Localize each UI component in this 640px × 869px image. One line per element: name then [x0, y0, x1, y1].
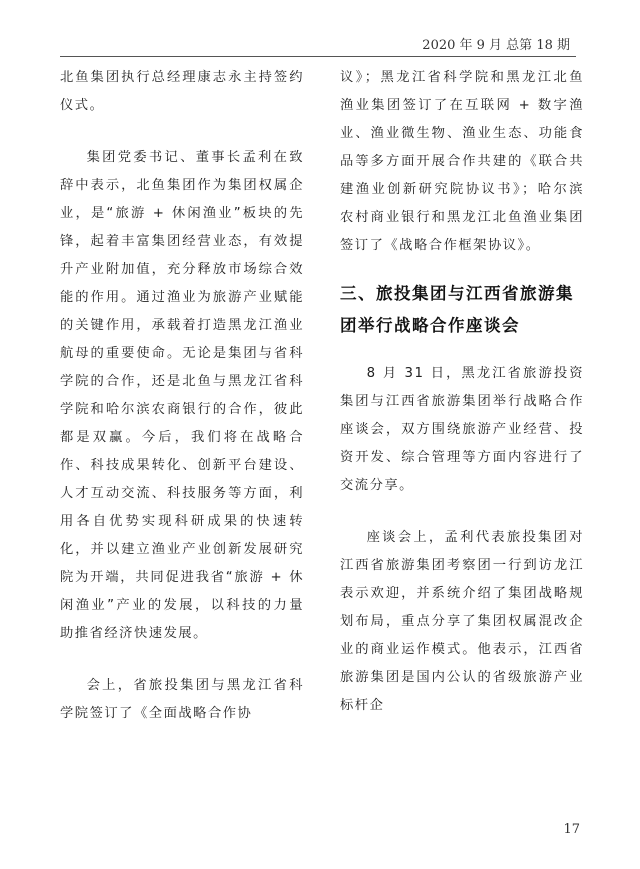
paragraph-welcome: 座谈会上，孟利代表旅投集团对江西省旅游集团考察团一行到访龙江表示欢迎，并系统介绍了集团战略规划布局，重点分享了集团权属混改企业的商业运作模式。他表示，江西省旅游集团是国内公认的省级旅游产业标杆企	[340, 530, 584, 713]
paragraph-speech: 集团党委书记、董事长孟利在致辞中表示，北鱼集团作为集团权属企业，是“旅游 + 休闲渔业”板块的先锋，起着丰富集团经营业态，有效提升产业附加值，充分释放市场综合效能的作用。通过渔业为旅游产业赋能的关键作用，承载着打造黑龙江渔业航母的重要使命。无论是集团与省科学院的合作，还是北鱼与黑龙江省科学院和哈尔滨农商银行的合作，彼此都是双赢。今后，我们将在战略合作、科技成果转化、创新平台建设、人才互动交流、科技服务等方面，利用各自优势实现科研成果的快速转化，并以建立渔业产业创新发展研究院为开端，共同促进我省“旅游 + 休闲渔业”产业的发展，以科技的力量助推省经济快速发展。	[60, 150, 304, 641]
header-divider	[60, 56, 576, 57]
section-title: 三、旅投集团与江西省旅游集团举行战略合作座谈会	[340, 284, 574, 335]
issue-header: 2020 年 9 月 总第 18 期	[422, 38, 570, 53]
paragraph-agreement-start: 会上，省旅投集团与黑龙江省科学院签订了《全面战略合作协	[60, 678, 304, 721]
right-column	[340, 64, 584, 720]
paragraph-agreement-cont: 议》；黑龙江省科学院和黑龙江北鱼渔业集团签订了在互联网 + 数字渔业、渔业微生物、渔业生态、功能食品等多方面开展合作共建的《联合共建渔业创新研究院协议书》；哈尔滨农村商业银行和黑龙江北鱼渔业集团签订了《战略合作框架协议》。	[340, 70, 584, 253]
paragraph-signing-host: 北鱼集团执行总经理康志永主持签约仪式。	[60, 70, 304, 113]
paragraph-meeting: 8 月 31 日，黑龙江省旅游投资集团与江西省旅游集团举行战略合作座谈会，双方围绕旅游产业经营、投资开发、综合管理等方面内容进行了交流分享。	[340, 366, 584, 493]
page-number: 17	[563, 822, 580, 837]
left-column	[60, 64, 304, 728]
